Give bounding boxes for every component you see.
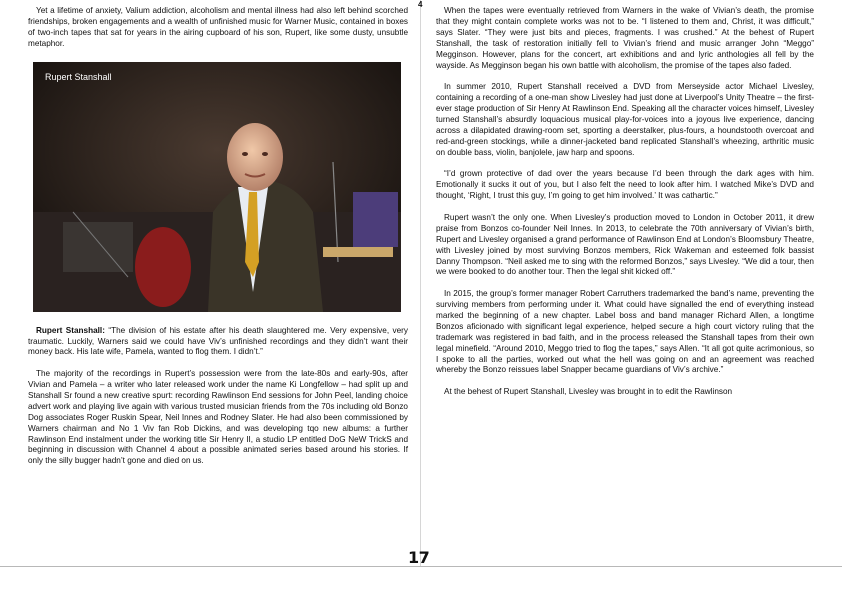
right-paragraph-1: When the tapes were eventually retrieved from Warners in the wake of Vivian’s death, the promise that they might contain complete works was not to be. “I listened to them and, Christ, it was difficult,” says Slater. “They were just bits and pieces, fragments. I was crushed.” At the behest of Rupert Stanshall, the task of restoration initially fell to Vivian’s friend and music arranger John “Meggo” Megginson. However, plans for the concert, art exhibitions and and lyric anthologies all fell by the wayside. As Megginson began his own battle with alcoholism, the promise of the tapes also faded. bbox=[436, 6, 814, 70]
right-paragraph-6: At the behest of Rupert Stanshall, Livesley was brought in to edit the Rawlinson bbox=[444, 387, 733, 397]
photo-image bbox=[33, 62, 401, 312]
top-page-number: 4 bbox=[418, 0, 423, 9]
left-paragraph-2 bbox=[28, 326, 408, 359]
right-paragraph-5: In 2015, the group’s former manager Robert Carruthers trademarked the band’s name, preventing the surviving members from performing under it. What could have signalled the end of everything instead marked the beginning of a new chapter. Label boss and band manager Richard Allen, a longtime Bonzos aficionado with significant legal experience, helped secure a high court victory ruling that the trademark was registered in bad faith, and in the process released the Stanshall tapes from their own legal minefield. “Around 2010, Meggo tried to flog the tapes,” says Allen. “It all got quite acrimonious, so I spoke to all the parties, worked out what the hell was going on and an agreement was reached whereby the Bonzo reissues label Snapper became guardians of Viv’s archive.” bbox=[436, 289, 814, 375]
left-paragraph-3: The majority of the recordings in Rupert’s possession were from the late-80s and early-90s, after Vivian and Pamela – a writer who later released work under the name Ki Longfellow – had split up and Stanshall Sr found a new creative spurt: recording Rawlinson End sessions for John Peel, landing choice advert work and playing live again with various trusted musician friends from the 70s including old Bonzo Dog associates Roger Ruskin Spear, Neil Innes and Rodney Slater. He had also been commissioned by Warners chairman and No 1 Viv fan Rob Dickins, and was developing tqo new albums: a further Rawlinson End instalment under the working title Sir Henry II, a studio LP entitled DoG NeW TrickS and beginning in discussion with Channel 4 about a possible animated series based around his stories. If only the silly bugger hadn’t gone and died on us. bbox=[28, 369, 408, 466]
quote-text: “The division of his estate after his death slaughtered me. Very expensive, very traumatic. Luckily, Warners said we could have Viv’s unfinished recordings and they didn’t want their money back. His late wife, Pamela, wanted to flog them. I didn’t.” bbox=[28, 325, 408, 357]
speaker-label: Rupert Stanshall: bbox=[36, 325, 105, 335]
right-paragraph-3: “I’d grown protective of dad over the years because I’d been through the dark ages with him. Emotionally it sucks it out of you, but I also felt the need to look after him. I watched Mike’s DVD and thought, ‘Right, I trust this guy, I’m going to get him involved.’ It was cathartic.” bbox=[436, 169, 814, 201]
photo-caption: Rupert Stanshall bbox=[45, 71, 112, 82]
left-paragraph-1: Yet a lifetime of anxiety, Valium addiction, alcoholism and mental illness had also left behind scorched friendships, broken engagements and a wealth of unfinished music for Warner Music, contained in boxes of two-inch tapes that sat for years in the airing cupboard of his son, Rupert, like some dusty, unsubtle metaphor. bbox=[28, 6, 408, 48]
rupert-stanshall-photo bbox=[33, 62, 401, 312]
left-column bbox=[28, 6, 408, 478]
right-paragraph-4: Rupert wasn’t the only one. When Livesley’s production moved to London in October 2011, it drew praise from Bonzos co-founder Neil Innes. In 2013, to celebrate the 70th anniversary of Vivian’s birth, Rupert and Livesley organised a grand performance of Rawlinson End at London’s Bloomsbury Theatre, with Livesley joined by most surviving Bonzos members, Rick Wakeman and esteemed folk bassist Danny Thompson. “Neil asked me to sing with the reformed Bonzos,” says Livesley. “We did a tour, then we were booked to do another tour. Then the legal shit kicked off.” bbox=[436, 212, 814, 277]
right-paragraph-2: In summer 2010, Rupert Stanshall received a DVD from Merseyside actor Michael Livesley, containing a recording of a one-man show Livesley had just done at Liverpool’s Unity Theatre – the first-ever stage production of Sir Henry At Rawlinson End. Speaking all the character voices himself, Livesley turned Stanshall’s absurdly loquacious musical play-for-voices into a joyous live experience, dancing across a dilapidated drawing-room set, sporting a deerstalker, plus-fours, a houndstooth overcoat and red-and-green stockings, while a dinner-jacketed band replicated Stanshall’s wheezing, arthritic music on double bass, violin, banjolele, jaw harp and spoons. bbox=[436, 82, 814, 157]
right-column bbox=[436, 6, 814, 409]
page-fold bbox=[420, 0, 421, 566]
page-number: 17 bbox=[408, 548, 430, 567]
